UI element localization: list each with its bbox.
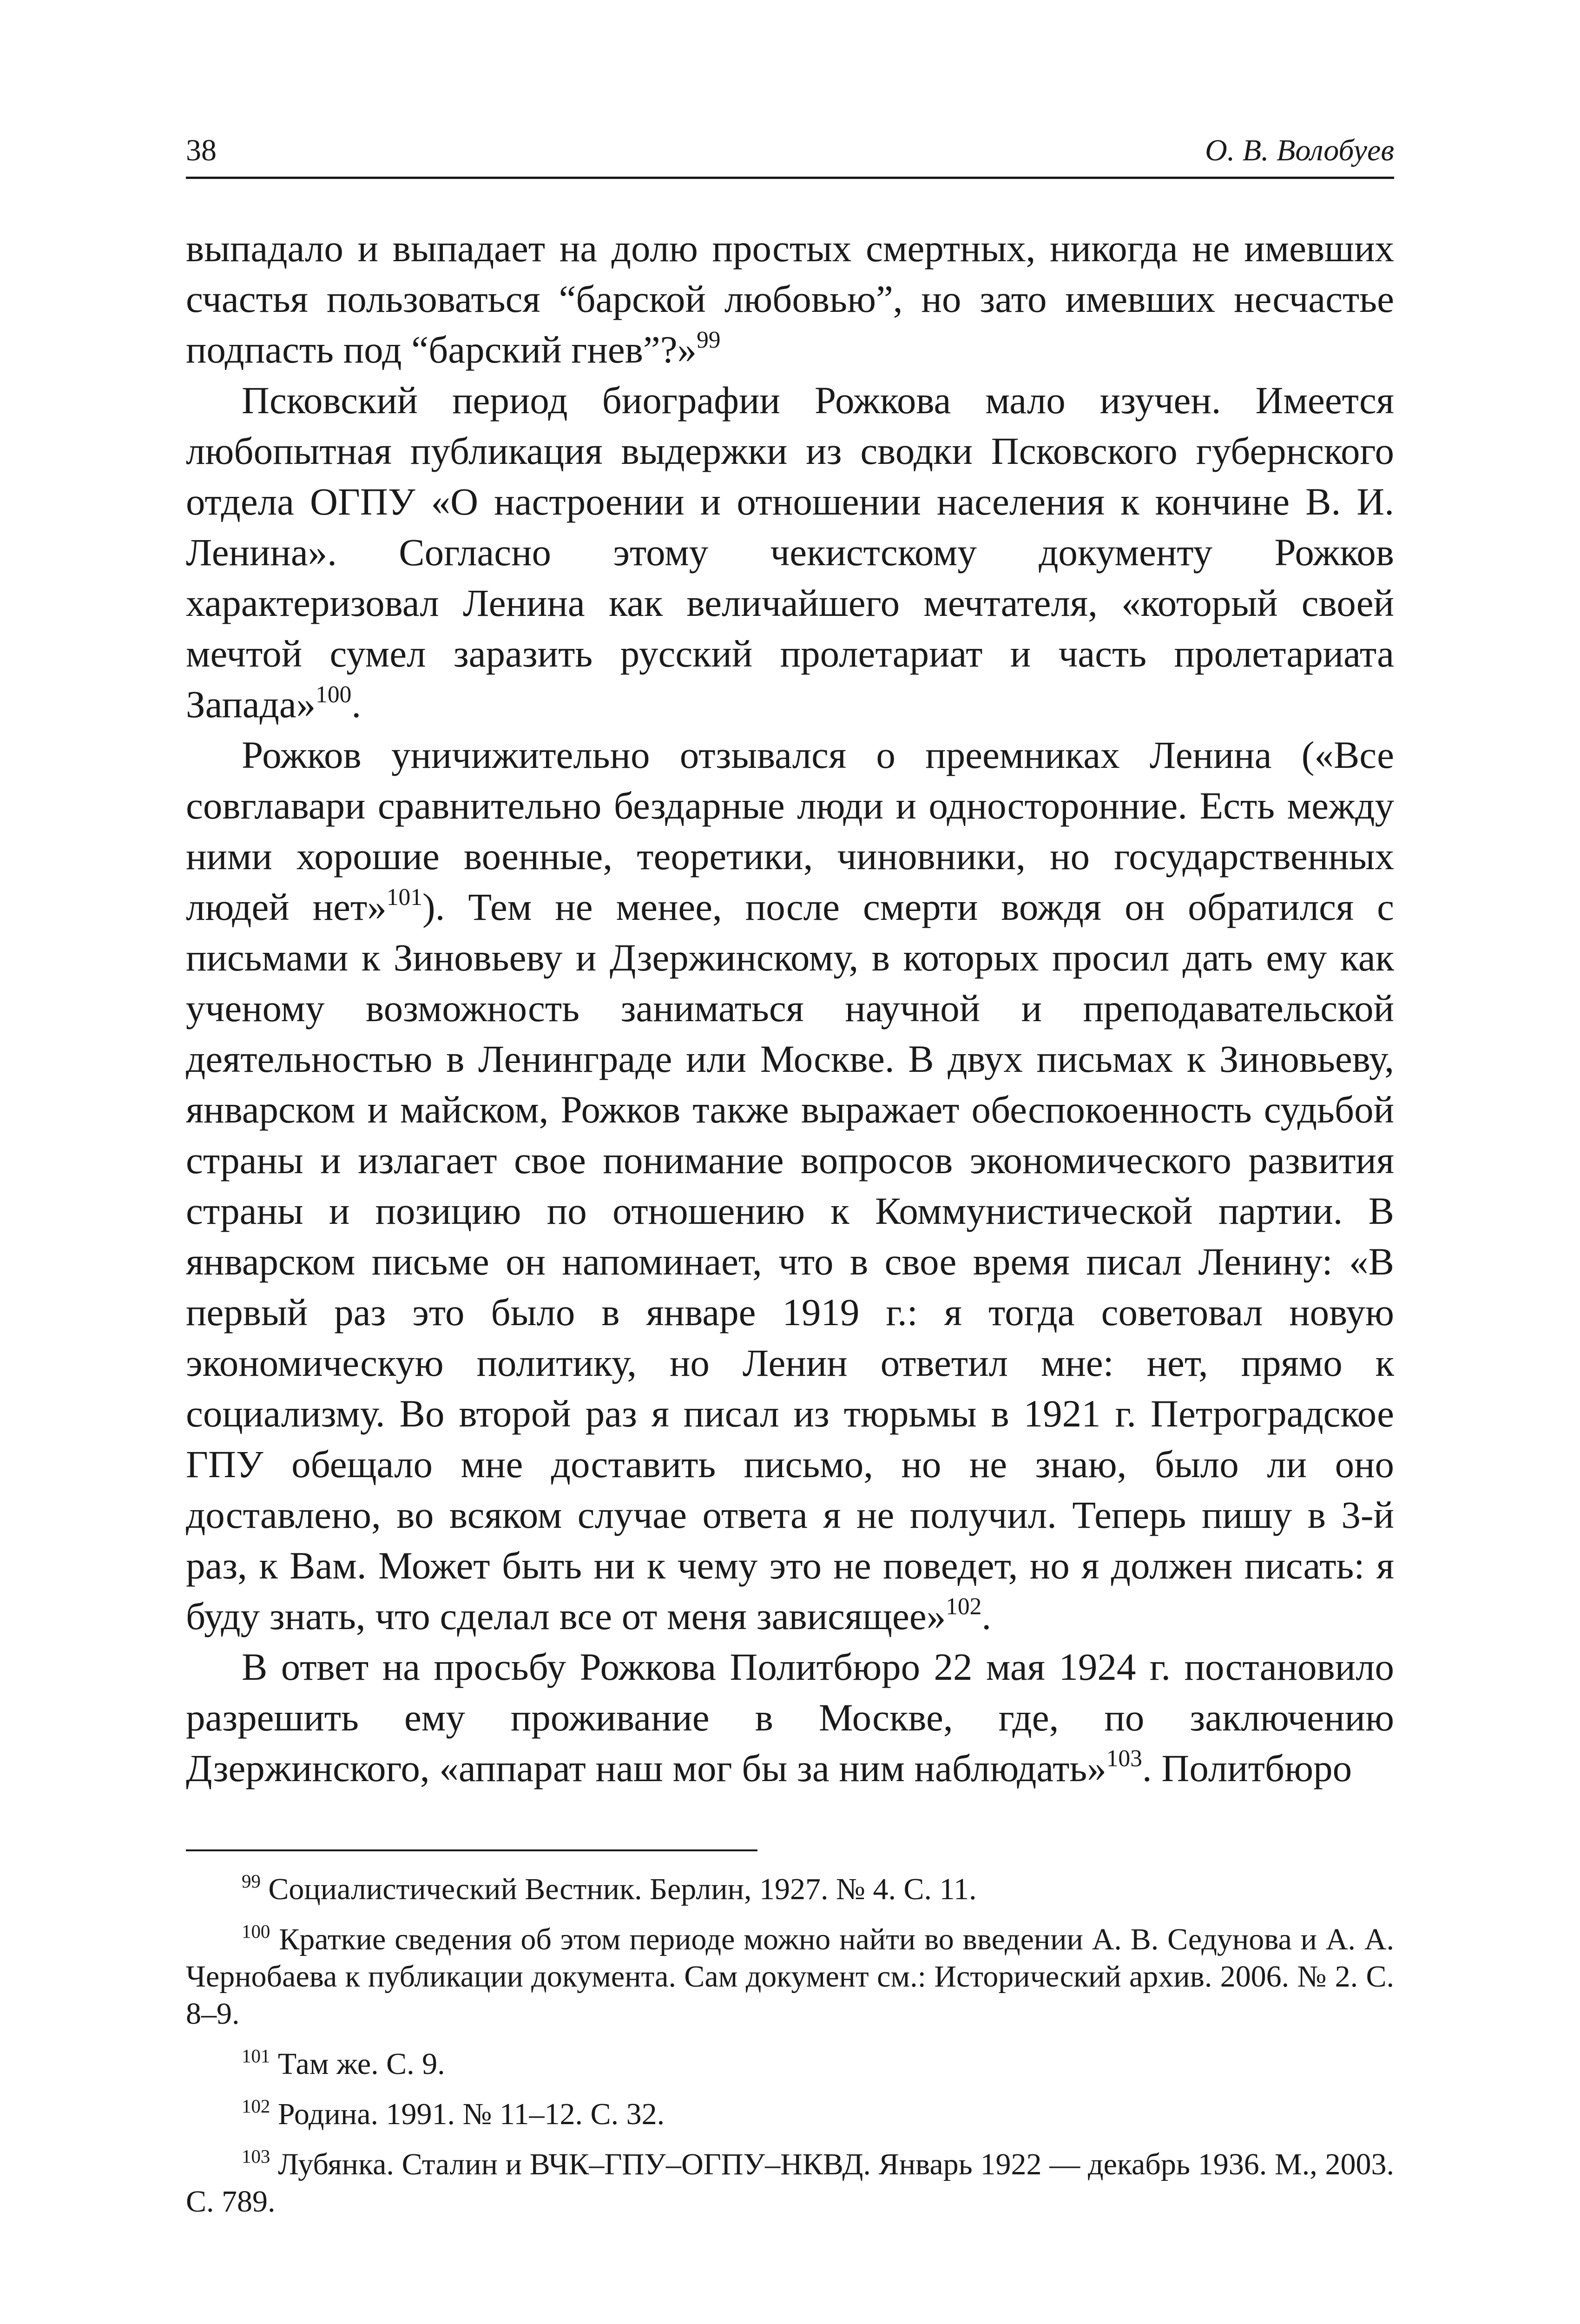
footnote-text: Там же. С. 9. <box>277 2047 445 2081</box>
footnote-number: 99 <box>242 1870 261 1892</box>
paragraph-2-text: Псковский период биографии Рожкова мало изучен. Имеется любопытная публикация выдержки из сводки Псковского губернского отдела ОГПУ «О настроении и отношении населения к кончине В. И. Ленина». Согласно этому чекистскому документу Рожков характеризовал Ленина как величайшего мечтателя, «который своей мечтой сумел заразить русский пролетариат и часть пролетариата Запада» <box>186 379 1394 726</box>
paragraph-4 <box>186 1642 1394 1794</box>
paragraph-4-tail: . Политбюро <box>1142 1747 1352 1789</box>
footnotes <box>186 1871 1394 2220</box>
footnote-text: Родина. 1991. № 11–12. С. 32. <box>277 2097 665 2131</box>
footnote-separator <box>186 1849 757 1851</box>
paragraph-1-text: выпадало и выпадает на долю простых смертных, никогда не имевших счастья пользоваться “барской любовью”, но зато имевших несчастье подпасть под “барский гнев”?» <box>186 227 1394 371</box>
paragraph-4-text: В ответ на просьбу Рожкова Политбюро 22 мая 1924 г. постановило разрешить ему проживание в Москве, где, по заключению Дзержинского, «аппарат наш мог бы за ним наблюдать» <box>186 1645 1394 1789</box>
footnote-99 <box>186 1871 1394 1908</box>
footnote-text: Лубянка. Сталин и ВЧК–ГПУ–ОГПУ–НКВД. Январь 1922 — декабрь 1936. М., 2003. С. 789. <box>186 2147 1394 2218</box>
footnote-number: 103 <box>242 2146 270 2167</box>
paragraph-3-text-a: Рожков уничижительно отзывался о преемниках Ленина («Все совглавари сравнительно бездарные люди и односторонние. Есть между ними хорошие военные, теоретики, чиновники, но государственных людей нет» <box>186 733 1394 928</box>
footnote-ref-99[interactable]: 99 <box>697 327 721 354</box>
footnote-text: Краткие сведения об этом периоде можно найти во введении А. В. Седунова и А. А. Чернобаева к публикации документа. Сам документ см.: Исторический архив. 2006. № 2. С. 8–9. <box>186 1922 1395 2031</box>
footnote-number: 100 <box>242 1921 270 1942</box>
footnote-number: 101 <box>242 2045 270 2067</box>
footnote-number: 102 <box>242 2095 270 2117</box>
footnote-100 <box>186 1921 1394 2033</box>
footnote-102 <box>186 2096 1394 2133</box>
book-page <box>186 125 1394 2233</box>
page-number: 38 <box>186 133 217 167</box>
main-text <box>186 223 1394 1794</box>
paragraph-2 <box>186 375 1394 730</box>
footnote-ref-100[interactable]: 100 <box>316 681 352 708</box>
running-head <box>186 125 1394 179</box>
paragraph-3-tail: . <box>981 1595 992 1637</box>
footnote-text: Социалистический Вестник. Берлин, 1927. № 4. С. 11. <box>268 1872 977 1906</box>
footnote-101 <box>186 2046 1394 2083</box>
footnote-ref-103[interactable]: 103 <box>1106 1745 1142 1772</box>
footnote-103 <box>186 2146 1394 2220</box>
footnote-ref-102[interactable]: 102 <box>946 1593 982 1620</box>
paragraph-3 <box>186 730 1394 1642</box>
paragraph-2-tail: . <box>351 683 362 726</box>
paragraph-1 <box>186 223 1394 375</box>
footnote-ref-101[interactable]: 101 <box>386 884 422 911</box>
running-head-author: О. В. Волобуев <box>1205 133 1394 167</box>
paragraph-3-text-b: ). Тем не менее, после смерти вождя он обратился с письмами к Зиновьеву и Дзержинскому, в которых просил дать ему как ученому возможность заниматься научной и преподавательской деятельностью в Ленинграде или Москве. В двух письмах к Зиновьеву, январском и майском, Рожков также выражает обеспокоенность судьбой страны и излагает свое понимание вопросов экономического развития страны и позицию по отношению к Коммунистической партии. В январском письме он напоминает, что в свое время писал Ленину: «В первый раз это было в январе 1919 г.: я тогда советовал новую экономическую политику, но Ленин ответил мне: нет, прямо к социализму. Во второй раз я писал из тюрьмы в 1921 г. Петроградское ГПУ обещало мне доставить письмо, но не знаю, было ли оно доставлено, во всяком случае ответа я не получил. Теперь пишу в 3-й раз, к Вам. Может быть ни к чему это не поведет, но я должен писать: я буду знать, что сделал все от меня зависящее» <box>186 885 1394 1637</box>
